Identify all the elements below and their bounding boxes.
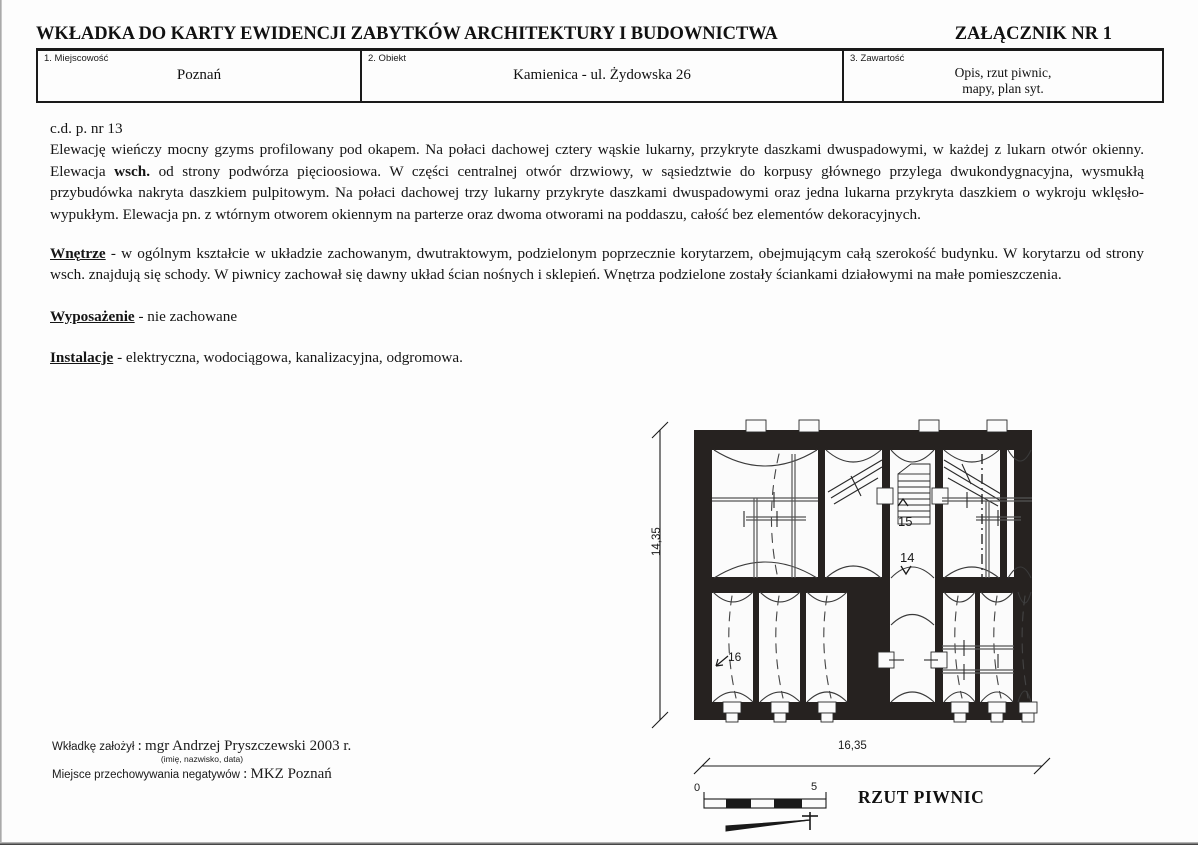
footer-author-value: mgr Andrzej Pryszczewski 2003 r. [145, 738, 352, 754]
header-title-row [36, 24, 1164, 48]
graphic-scale-bar [704, 792, 826, 808]
header-cell-contents-value-line2: mapy, plan syt. [962, 80, 1044, 96]
annex-label: ZAŁĄCZNIK NR 1 [954, 24, 1112, 44]
continuation-note: c.d. p. nr 13 [50, 120, 123, 137]
header-cell-object-caption: 2. Obiekt [368, 52, 407, 64]
header-cell-contents-value-line1: Opis, rzut piwnic, [954, 64, 1052, 80]
footer-negatives-value: MKZ Poznań [250, 766, 332, 782]
scale-tick-start: 0 [694, 782, 701, 794]
document-header [36, 24, 1164, 103]
paragraph-elevation-emphasis: wsch. [114, 162, 151, 180]
description-text [50, 118, 1144, 369]
footer-author-separator: : [137, 738, 142, 754]
paragraph-equipment-body: - nie zachowane [134, 307, 238, 325]
paragraph-installations [50, 347, 1144, 368]
header-cell-object [362, 51, 844, 101]
header-cell-locality-value: Poznań [176, 66, 222, 83]
north-arrow-icon [726, 812, 818, 831]
footer-author-row [52, 738, 482, 755]
cellar-floor-plan [646, 414, 1066, 754]
paragraph-elevation-part1: Elewację wieńczy mocny gzyms profilowany pod okapem. Na połaci dachowej cztery wąskie lukarny, przykryte daszkami dwuspadowymi, w każdej z lukarn otwór okienny. Elewacja [50, 141, 1144, 180]
page-title: WKŁADKA DO KARTY EWIDENCJI ZABYTKÓW ARCHITEKTURY I BUDOWNICTWA [36, 24, 778, 44]
dimension-label-horizontal: 16,35 [838, 740, 867, 752]
floor-plan-svg [646, 414, 1066, 754]
paragraph-equipment [50, 306, 1144, 327]
paragraph-interior [50, 243, 1144, 286]
room-label-14-text: 14 [900, 550, 915, 565]
header-table [36, 51, 1164, 103]
header-cell-object-value: Kamienica - ul. Żydowska 26 [513, 66, 691, 83]
header-cell-locality [38, 51, 362, 101]
document-footer [52, 738, 482, 783]
header-cell-locality-caption: 1. Miejscowość [44, 52, 109, 64]
term-instalacje: Instalacje [50, 349, 114, 367]
horizontal-dimension-line [694, 758, 1050, 774]
vertical-dimension-line [652, 422, 668, 728]
footer-author-label: Wkładkę założył [52, 741, 135, 753]
paragraph-elevation [50, 139, 1144, 225]
footer-negatives-label: Miejsce przechowywania negatywów [52, 769, 240, 781]
paragraph-elevation-part2: od strony podwórza pięcioosiowa. W części centralnej otwór drzwiowy, w sąsiedztwie do korpusy głównego przylega dwukondygnacyjna, wysmukłą przybudówka nakryta daszkiem pulpitowym. Na połaci dachowej trzy lukarny przykryte daszkami dwuspadowymi oraz jedna lukarna przykryta daszkiem o wykroju wklęsło-wypukłym. Elewacja pn. z wtórnym otworem okiennym na parterze oraz dwoma otworami na poddaszu, całość bez elementów dekoracyjnych. [50, 162, 1144, 223]
term-wyposazenie: Wyposażenie [50, 307, 135, 325]
header-cell-contents [844, 51, 1162, 101]
paragraph-installations-body: - elektryczna, wodociągowa, kanalizacyjna, odgromowa. [113, 349, 463, 367]
room-label-15-text: 15 [898, 514, 913, 529]
plan-caption: RZUT PIWNIC [858, 787, 985, 807]
paragraph-interior-body: - w ogólnym kształcie w układzie zachowanym, dwutraktowym, podzielonym poprzecznie korytarzem, obejmującym całą szerokość budynku. W korytarzu od strony wsch. znajdują się schody. W piwnicy zachował się dawny układ ścian nośnych i sklepień. Wnętrza podzielone zostały ściankami działowymi na małe pomieszczenia. [50, 245, 1144, 284]
term-wnetrze: Wnętrze [50, 245, 106, 263]
footer-negatives-separator: : [243, 766, 248, 782]
footer-author-hint: (imię, nazwisko, data) [160, 754, 244, 764]
dimension-label-vertical: 14,35 [651, 527, 663, 556]
room-label-16-text: 16 [728, 650, 742, 664]
footer-negatives-row [52, 766, 482, 783]
header-cell-contents-caption: 3. Zawartość [850, 52, 905, 64]
scale-tick-end: 5 [811, 781, 818, 793]
